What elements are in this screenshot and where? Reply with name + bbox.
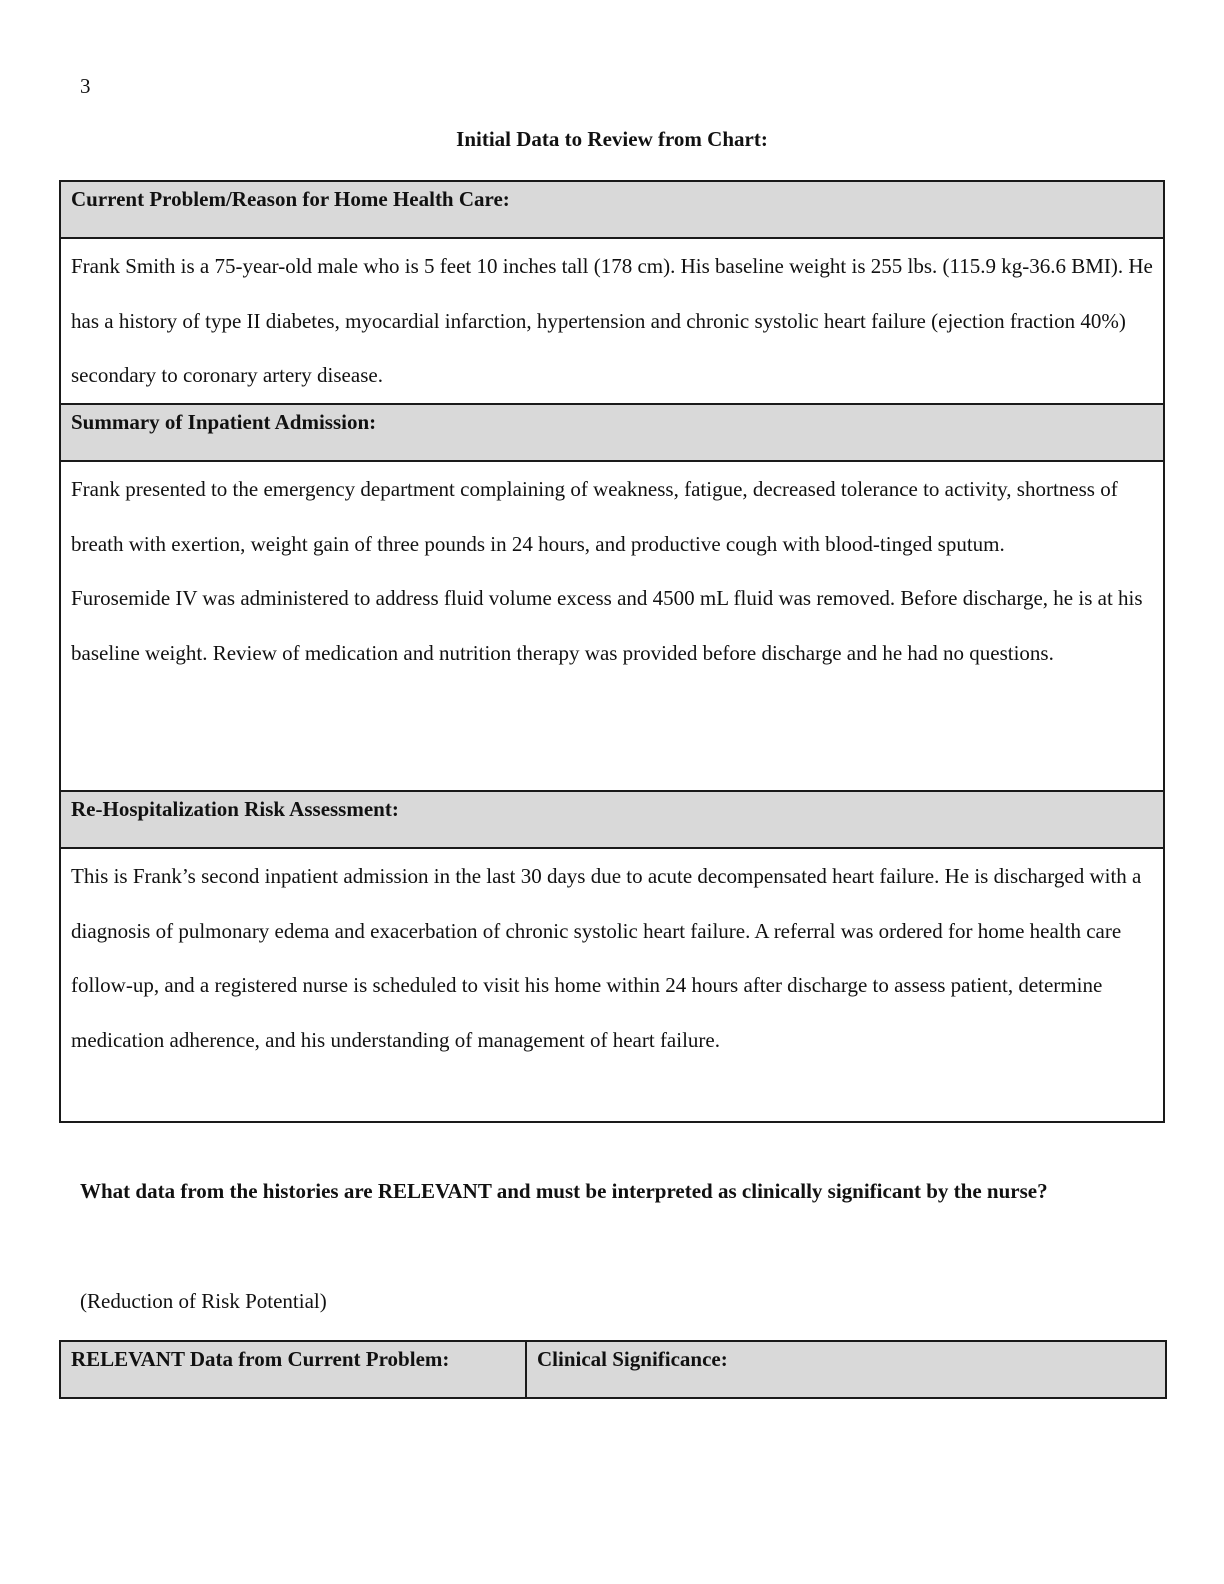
- relevance-question: What data from the histories are RELEVANT and must be interpreted as clinically significant by the nurse?: [80, 1179, 1048, 1203]
- section-body-current-problem: [61, 239, 1163, 405]
- relevant-data-table: [59, 1340, 1167, 1399]
- section-paragraph: This is Frank’s second inpatient admission in the last 30 days due to acute decompensated heart failure. He is discharged with a diagnosis of pulmonary edema and exacerbation of chronic systolic heart failure. A referral was ordered for home health care follow-up, and a registered nurse is scheduled to visit his home within 24 hours after discharge to assess patient, determine medication adherence, and his understanding of management of heart failure.: [71, 864, 1142, 1052]
- section-body-inpatient-admission: [61, 462, 1163, 792]
- section-paragraph: Furosemide IV was administered to address fluid volume excess and 4500 mL fluid was removed. Before discharge, he is at his baseline weight. Review of medication and nutrition therapy was provided before discharge and he had no questions.: [71, 586, 1143, 665]
- page-title: Initial Data to Review from Chart:: [456, 127, 768, 151]
- chart-review-table: [59, 180, 1165, 1123]
- section-header-inpatient-admission: Summary of Inpatient Admission:: [61, 403, 1163, 462]
- section-body-rehospitalization-risk: [61, 849, 1163, 1123]
- section-paragraph: Frank Smith is a 75-year-old male who is 5 feet 10 inches tall (178 cm). His baseline weight is 255 lbs. (115.9 kg-36.6 BMI). He has a history of type II diabetes, myocardial infarction, hypertension and chronic systolic heart failure (ejection fraction 40%) secondary to coronary artery disease.: [71, 254, 1153, 388]
- relevant-data-column-header: RELEVANT Data from Current Problem:: [61, 1342, 527, 1397]
- clinical-significance-column-header: Clinical Significance:: [537, 1347, 728, 1371]
- section-paragraph: Frank presented to the emergency department complaining of weakness, fatigue, decreased tolerance to activity, shortness of breath with exertion, weight gain of three pounds in 24 hours, and productive cough with blood-tinged sputum.: [71, 477, 1118, 556]
- section-header-rehospitalization-risk: Re-Hospitalization Risk Assessment:: [61, 790, 1163, 849]
- page-number: 3: [80, 74, 91, 98]
- section-header-current-problem: Current Problem/Reason for Home Health Care:: [61, 182, 1163, 239]
- question-subtext: (Reduction of Risk Potential): [80, 1289, 327, 1313]
